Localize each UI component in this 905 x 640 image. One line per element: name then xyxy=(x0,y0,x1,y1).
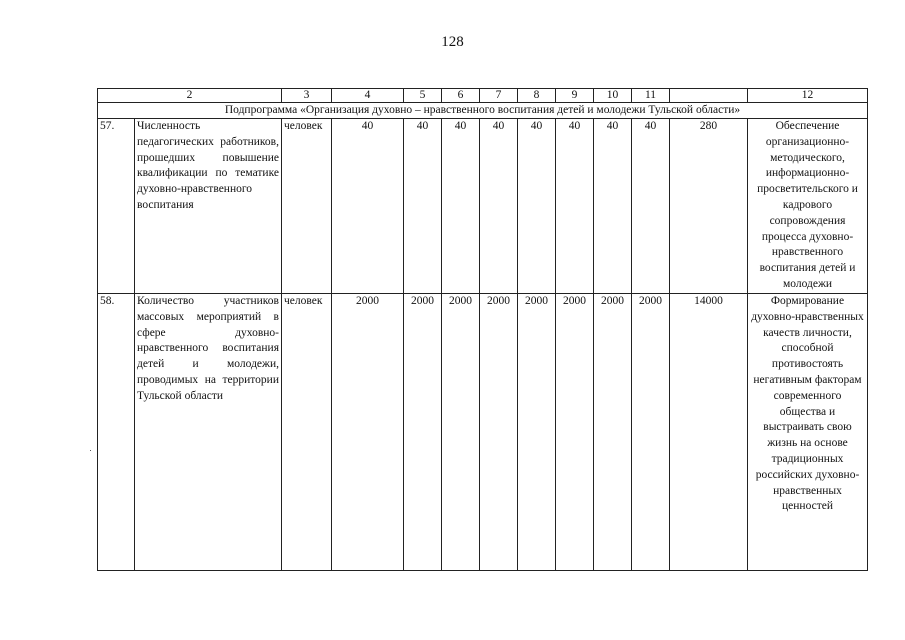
header-cell: 12 xyxy=(748,89,868,103)
indicator-description: Численность педагогических работников, прошедших повышение квалификации по тематике духовно-нравственного воспитания xyxy=(135,119,282,294)
unit-cell: человек xyxy=(282,119,332,294)
value-cell: 40 xyxy=(632,119,670,294)
value-cell: 40 xyxy=(518,119,556,294)
value-cell: 40 xyxy=(556,119,594,294)
header-cell: 11 xyxy=(632,89,670,103)
value-cell: 2000 xyxy=(332,294,404,571)
table-row xyxy=(98,119,868,294)
value-cell: 2000 xyxy=(632,294,670,571)
table-header-row xyxy=(98,89,868,103)
value-cell: 2000 xyxy=(480,294,518,571)
total-cell: 280 xyxy=(670,119,748,294)
value-cell: 2000 xyxy=(594,294,632,571)
value-cell: 2000 xyxy=(442,294,480,571)
value-cell: 2000 xyxy=(404,294,442,571)
expected-result: Обеспечение организационно-методического, информационно-просветительского и кадрового сопровождения процесса духовно-нравственного воспитания детей и молодежи xyxy=(748,119,868,294)
value-cell: 40 xyxy=(480,119,518,294)
row-number: 58. xyxy=(98,294,135,571)
indicator-description: Количество участников массовых мероприятий в сфере духовно-нравственного воспитания детей и молодежи, проводимых на территории Тульской области xyxy=(135,294,282,571)
header-cell: 8 xyxy=(518,89,556,103)
value-cell: 2000 xyxy=(556,294,594,571)
header-cell: 4 xyxy=(332,89,404,103)
header-cell: 6 xyxy=(442,89,480,103)
header-cell: 7 xyxy=(480,89,518,103)
table-row xyxy=(98,294,868,571)
header-cell: 10 xyxy=(594,89,632,103)
scan-speck xyxy=(90,450,91,451)
value-cell: 40 xyxy=(332,119,404,294)
expected-result: Формирование духовно-нравственных качеств личности, способной противостоять негативным факторам современного общества и выстраивать свою жизнь на основе традиционных российских духовно-нравственных ценностей xyxy=(748,294,868,571)
header-cell: 9 xyxy=(556,89,594,103)
header-cell: 5 xyxy=(404,89,442,103)
header-cell xyxy=(670,89,748,103)
header-cell: 2 xyxy=(98,89,282,103)
header-cell: 3 xyxy=(282,89,332,103)
total-cell: 14000 xyxy=(670,294,748,571)
value-cell: 2000 xyxy=(518,294,556,571)
unit-cell: человек xyxy=(282,294,332,571)
indicators-table xyxy=(97,88,868,571)
page-number: 128 xyxy=(441,34,464,50)
value-cell: 40 xyxy=(442,119,480,294)
subprogram-title: Подпрограмма «Организация духовно – нравственного воспитания детей и молодежи Тульской области» xyxy=(98,103,868,119)
value-cell: 40 xyxy=(404,119,442,294)
subprogram-row xyxy=(98,103,868,119)
row-number: 57. xyxy=(98,119,135,294)
value-cell: 40 xyxy=(594,119,632,294)
